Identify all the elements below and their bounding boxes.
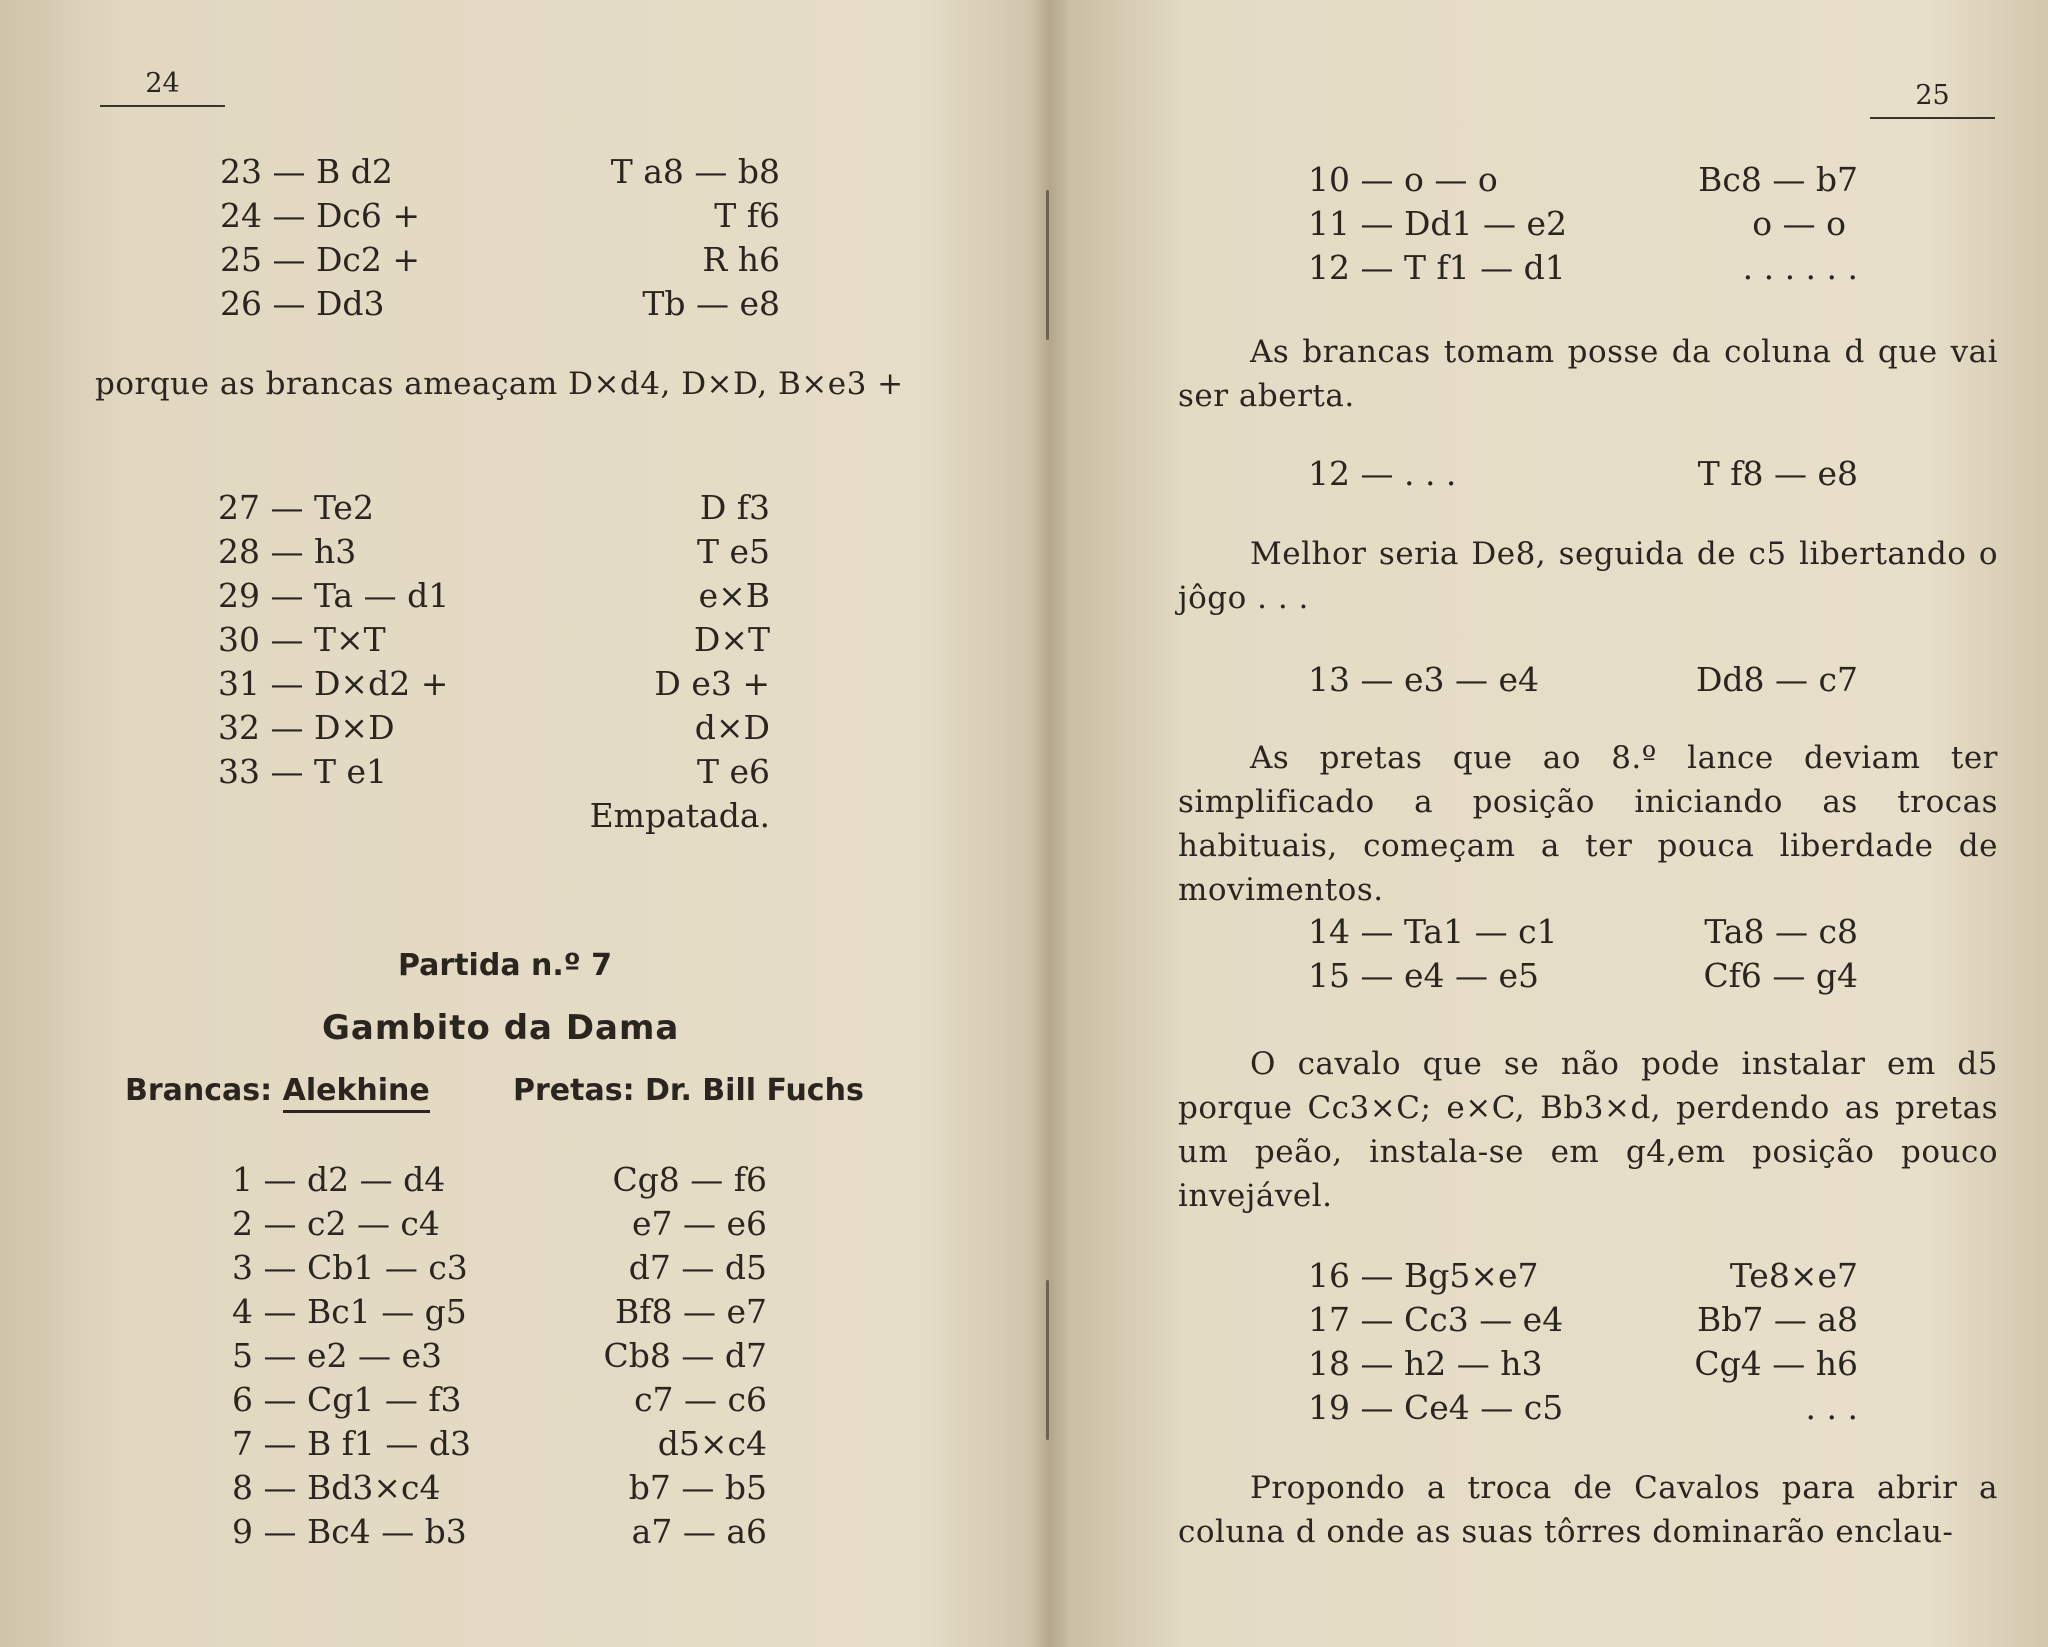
commentary: As brancas tomam posse da coluna d que vai ser aberta. xyxy=(1178,334,1998,414)
black-move: T e5 xyxy=(696,532,770,571)
white-move: 29 — Ta — d1 xyxy=(218,576,450,615)
white-move: 13 — e3 — e4 xyxy=(1308,660,1539,699)
white-move: 11 — Dd1 — e2 xyxy=(1308,204,1568,243)
black-move: T e6 xyxy=(696,752,770,791)
white-move: 4 — Bc1 — g5 xyxy=(232,1292,467,1331)
white-move: 19 — Ce4 — c5 xyxy=(1308,1388,1564,1427)
white-move: 30 — T×T xyxy=(218,620,386,659)
black-move: Bb7 — a8 xyxy=(1696,1300,1858,1339)
black-move: Te8×e7 xyxy=(1729,1256,1858,1295)
black-label: Pretas: xyxy=(513,1073,635,1108)
page-number-right: 25 xyxy=(1870,80,1995,119)
black-move: R h6 xyxy=(702,240,780,279)
white-label: Brancas: xyxy=(125,1073,273,1108)
black-move: d7 — d5 xyxy=(628,1248,767,1287)
white-move: 17 — Cc3 — e4 xyxy=(1308,1300,1564,1339)
black-move: D×T xyxy=(693,620,770,659)
game-result: Empatada. xyxy=(589,796,770,835)
white-move: 7 — B f1 — d3 xyxy=(232,1424,472,1463)
black-move: D f3 xyxy=(699,488,770,527)
black-move: Dd8 — c7 xyxy=(1695,660,1858,699)
white-move: 1 — d2 — d4 xyxy=(232,1160,446,1199)
black-move: T f8 — e8 xyxy=(1697,454,1858,493)
commentary: Melhor seria De8, seguida de c5 libertando o jôgo . . . xyxy=(1178,536,1998,616)
black-move: Cg8 — f6 xyxy=(612,1160,767,1199)
black-move: e×B xyxy=(698,576,770,615)
black-move: D e3 + xyxy=(654,664,770,703)
binding-stitch xyxy=(1046,1280,1049,1440)
white-move: 24 — Dc6 + xyxy=(220,196,421,235)
black-move: Bc8 — b7 xyxy=(1698,160,1858,199)
black-move: T f6 xyxy=(714,196,780,235)
white-move: 28 — h3 xyxy=(218,532,357,571)
black-move: Ta8 — c8 xyxy=(1704,912,1858,951)
black-move: e7 — e6 xyxy=(631,1204,767,1243)
white-move: 26 — Dd3 xyxy=(220,284,385,323)
black-move: . . . xyxy=(1805,1388,1858,1427)
black-move: Cf6 — g4 xyxy=(1703,956,1858,995)
black-move: o — o xyxy=(1752,204,1846,243)
players-line xyxy=(125,1073,430,1108)
white-move: 12 — . . . xyxy=(1308,454,1457,493)
binding-stitch xyxy=(1046,190,1049,340)
black-move: Cg4 — h6 xyxy=(1694,1344,1858,1383)
white-move: 6 — Cg1 — f3 xyxy=(232,1380,462,1419)
commentary: O cavalo que se não pode instalar em d5 porque Cc3×C; e×C, Bb3×d, perdendo as pretas um peão, instala-se em g4,em posição pouco invejável. xyxy=(1178,1046,1998,1214)
black-player: Dr. Bill Fuchs xyxy=(645,1073,864,1108)
white-move: 23 — B d2 xyxy=(220,152,393,191)
commentary: Propondo a troca de Cavalos para abrir a coluna d onde as suas tôrres dominarão enclau- xyxy=(1178,1470,1998,1550)
black-move: c7 — c6 xyxy=(634,1380,767,1419)
players-line-black xyxy=(513,1073,864,1108)
black-move: Bf8 — e7 xyxy=(615,1292,767,1331)
white-move: 5 — e2 — e3 xyxy=(232,1336,443,1375)
white-move: 3 — Cb1 — c3 xyxy=(232,1248,468,1287)
book-gutter xyxy=(1030,0,1070,1647)
black-move: Tb — e8 xyxy=(642,284,780,323)
white-move: 25 — Dc2 + xyxy=(220,240,421,279)
white-move: 14 — Ta1 — c1 xyxy=(1308,912,1558,951)
white-move: 15 — e4 — e5 xyxy=(1308,956,1539,995)
white-move: 9 — Bc4 — b3 xyxy=(232,1512,467,1551)
black-move: . . . . . . xyxy=(1742,248,1858,287)
white-move: 16 — Bg5×e7 xyxy=(1308,1256,1539,1295)
commentary: porque as brancas ameaçam D×d4, D×D, B×e3 + xyxy=(95,366,904,402)
white-player: Alekhine xyxy=(283,1073,430,1113)
white-move: 12 — T f1 — d1 xyxy=(1308,248,1566,287)
white-move: 27 — Te2 xyxy=(218,488,374,527)
white-move: 33 — T e1 xyxy=(218,752,387,791)
white-move: 18 — h2 — h3 xyxy=(1308,1344,1543,1383)
black-move: a7 — a6 xyxy=(631,1512,767,1551)
white-move: 2 — c2 — c4 xyxy=(232,1204,440,1243)
black-move: b7 — b5 xyxy=(628,1468,767,1507)
black-move: T a8 — b8 xyxy=(610,152,780,191)
page-number-left: 24 xyxy=(100,68,225,107)
white-move: 31 — D×d2 + xyxy=(218,664,449,703)
white-move: 8 — Bd3×c4 xyxy=(232,1468,441,1507)
white-move: 32 — D×D xyxy=(218,708,395,747)
white-move: 10 — o — o xyxy=(1308,160,1498,199)
black-move: Cb8 — d7 xyxy=(603,1336,767,1375)
black-move: d5×c4 xyxy=(657,1424,767,1463)
game-number: Partida n.º 7 xyxy=(398,948,612,983)
commentary: As pretas que ao 8.º lance deviam ter simplificado a posição iniciando as trocas habituais, começam a ter pouca liberdade de movimentos. xyxy=(1178,740,1998,908)
opening-title: Gambito da Dama xyxy=(322,1008,680,1048)
black-move: d×D xyxy=(694,708,770,747)
